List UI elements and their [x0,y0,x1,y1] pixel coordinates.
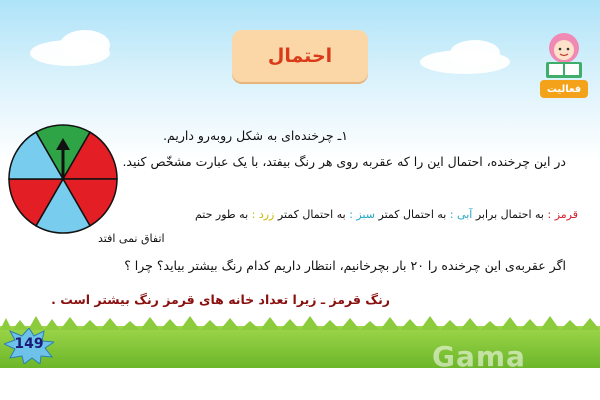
question1-line1: ۱ـ چرخنده‌ای به شکل روبه‌رو داریم. [163,128,348,143]
answer1-row [195,208,578,221]
page-number: 149 [14,336,44,352]
watermark-logo: Gama [432,340,526,373]
answer-yellow-label: زرد : [251,208,275,221]
page-title: احتمال [267,45,333,67]
girl-reading-icon [536,30,592,82]
answer-red-text: به احتمال برابر [475,208,544,221]
question1-line2: در این چرخنده، احتمال این را که عقربه روی هر رنگ بیفتد، با یک عبارت مشخّص کنید. [122,154,566,169]
title-tab [232,30,368,82]
answer-blue-text: به احتمال کمتر [378,208,447,221]
answer2: رنگ قرمز ـ زیرا تعداد خانه های قرمز رنگ بیشتر است . [51,292,390,307]
activity-badge: فعالیت [540,80,588,98]
cloud [60,30,110,60]
answer1-last-line: اتفاق نمی افتد [98,232,165,245]
answer-green-text: به احتمال کمتر [277,208,346,221]
answer-green-label: سبز : [349,208,376,221]
grass-blades [0,316,600,330]
answer-red-label: قرمز : [547,208,578,221]
spinner-wheel [8,124,118,234]
answer-blue-label: آبی : [449,208,473,221]
activity-icon [536,30,592,100]
cloud [450,40,500,66]
answer-yellow-text: به طور حتم [194,208,249,221]
question2: اگر عقربه‌ی این چرخنده را ۲۰ بار بچرخانیم، انتظار داریم کدام رنگ بیشتر بیاید؟ چرا ؟ [124,258,566,273]
